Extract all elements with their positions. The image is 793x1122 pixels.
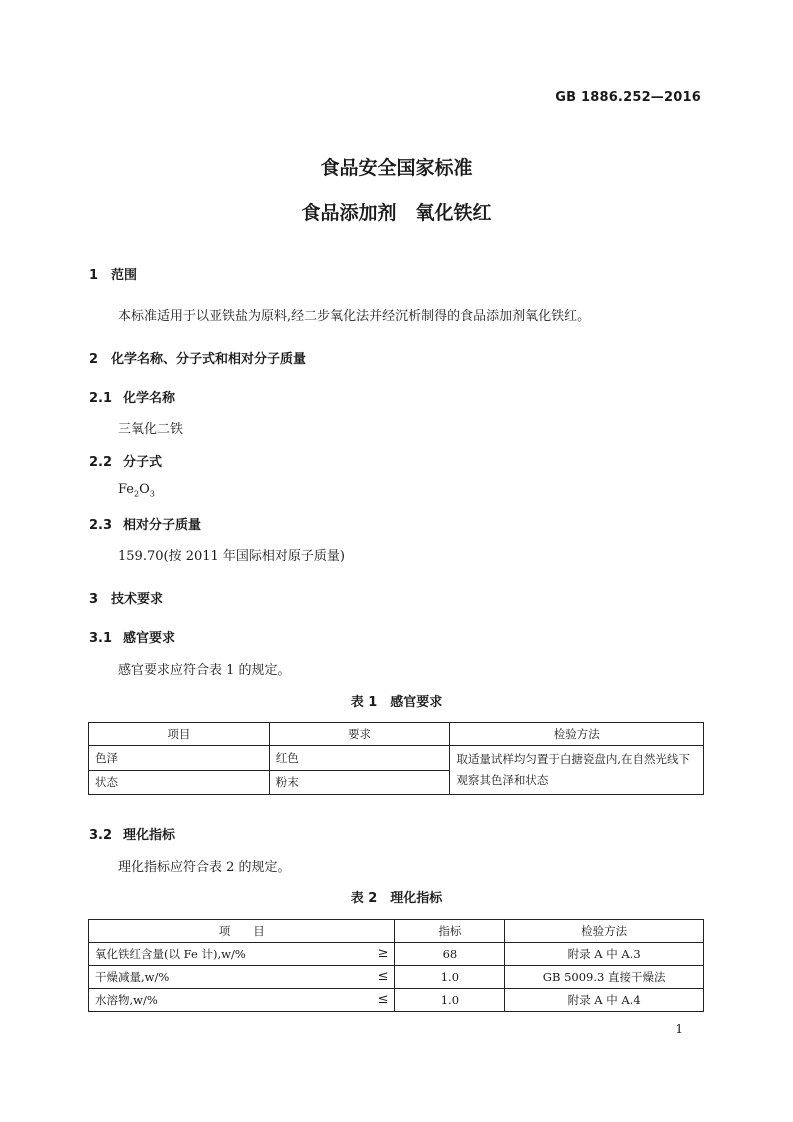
section-1-heading (89, 264, 137, 283)
comparison-symbol: ≤ (377, 969, 389, 984)
cell-item (89, 943, 395, 966)
section-number: 2 (89, 352, 99, 367)
cell-item: 状态 (89, 770, 270, 795)
section-3-1-text: 感官要求应符合表 1 的规定。 (118, 663, 291, 678)
molecular-formula (118, 482, 155, 499)
chemical-name: 三氧化二铁 (118, 422, 184, 437)
item-label: 水溶物,w/% (95, 993, 158, 1007)
cell-value: 1.0 (395, 966, 505, 989)
formula-o: O (139, 482, 150, 497)
header-requirement: 要求 (269, 723, 450, 746)
section-2-1-heading (89, 387, 175, 406)
formula-sub-3: 3 (149, 489, 155, 499)
section-title: 技术要求 (111, 592, 164, 607)
standard-number: GB 1886.252—2016 (555, 90, 701, 105)
cell-item (89, 966, 395, 989)
section-title: 感官要求 (123, 631, 176, 646)
formula-sub-2: 2 (134, 489, 140, 499)
cell-test-method: 附录 A 中 A.4 (505, 989, 704, 1012)
header-item: 项目 (89, 723, 270, 746)
table-row (89, 989, 704, 1012)
table-row (89, 746, 704, 771)
table-2-caption: 表 2 理化指标 (350, 891, 443, 906)
comparison-symbol: ≥ (377, 946, 389, 961)
formula-fe: Fe (118, 482, 135, 497)
section-number: 1 (89, 268, 99, 283)
section-title: 范围 (111, 268, 138, 283)
section-number: 2.3 (89, 518, 113, 533)
header-index: 指标 (395, 920, 505, 943)
section-number: 2.1 (89, 391, 113, 406)
header-test-method: 检验方法 (505, 920, 704, 943)
section-2-heading (89, 348, 306, 367)
table-row (89, 943, 704, 966)
section-3-1-heading (89, 627, 175, 646)
section-3-heading (89, 588, 163, 607)
doc-title-line2: 食品添加剂 氧化铁红 (301, 202, 492, 224)
cell-item: 色泽 (89, 746, 270, 771)
page-number: 1 (675, 1022, 683, 1036)
cell-requirement: 红色 (269, 746, 450, 771)
table-1-caption: 表 1 感官要求 (350, 695, 443, 710)
cell-requirement: 粉末 (269, 770, 450, 795)
section-1-text: 本标准适用于以亚铁盐为原料,经二步氧化法并经沉析制得的食品添加剂氧化铁红。 (118, 309, 591, 324)
doc-title-line1: 食品安全国家标准 (320, 157, 473, 179)
section-title: 理化指标 (123, 828, 176, 843)
section-number: 2.2 (89, 455, 113, 470)
section-number: 3 (89, 592, 99, 607)
section-title: 相对分子质量 (123, 518, 202, 533)
item-label: 干燥减量,w/% (95, 970, 170, 984)
item-label: 氧化铁红含量(以 Fe 计),w/% (95, 947, 246, 961)
section-2-3-heading (89, 514, 201, 533)
cell-value: 68 (395, 943, 505, 966)
section-number: 3.2 (89, 828, 113, 843)
section-3-2-heading (89, 824, 175, 843)
section-title: 化学名称、分子式和相对分子质量 (111, 352, 307, 367)
molecular-mass: 159.70(按 2011 年国际相对原子质量) (118, 549, 345, 564)
section-title: 分子式 (123, 455, 163, 470)
header-test-method: 检验方法 (450, 723, 704, 746)
cell-value: 1.0 (395, 989, 505, 1012)
section-title: 化学名称 (123, 391, 176, 406)
cell-test-method: 取适量试样均匀置于白搪瓷盘内,在自然光线下观察其色泽和状态 (450, 746, 704, 795)
section-3-2-text: 理化指标应符合表 2 的规定。 (118, 860, 291, 875)
header-item: 项 目 (89, 920, 395, 943)
section-2-2-heading (89, 451, 162, 470)
cell-test-method: GB 5009.3 直接干燥法 (505, 966, 704, 989)
sensory-requirements-table (88, 722, 704, 795)
section-number: 3.1 (89, 631, 113, 646)
table-header-row (89, 723, 704, 746)
comparison-symbol: ≤ (377, 992, 389, 1007)
table-row (89, 966, 704, 989)
cell-test-method: 附录 A 中 A.3 (505, 943, 704, 966)
cell-item (89, 989, 395, 1012)
physicochemical-table (88, 919, 704, 1012)
table-header-row (89, 920, 704, 943)
